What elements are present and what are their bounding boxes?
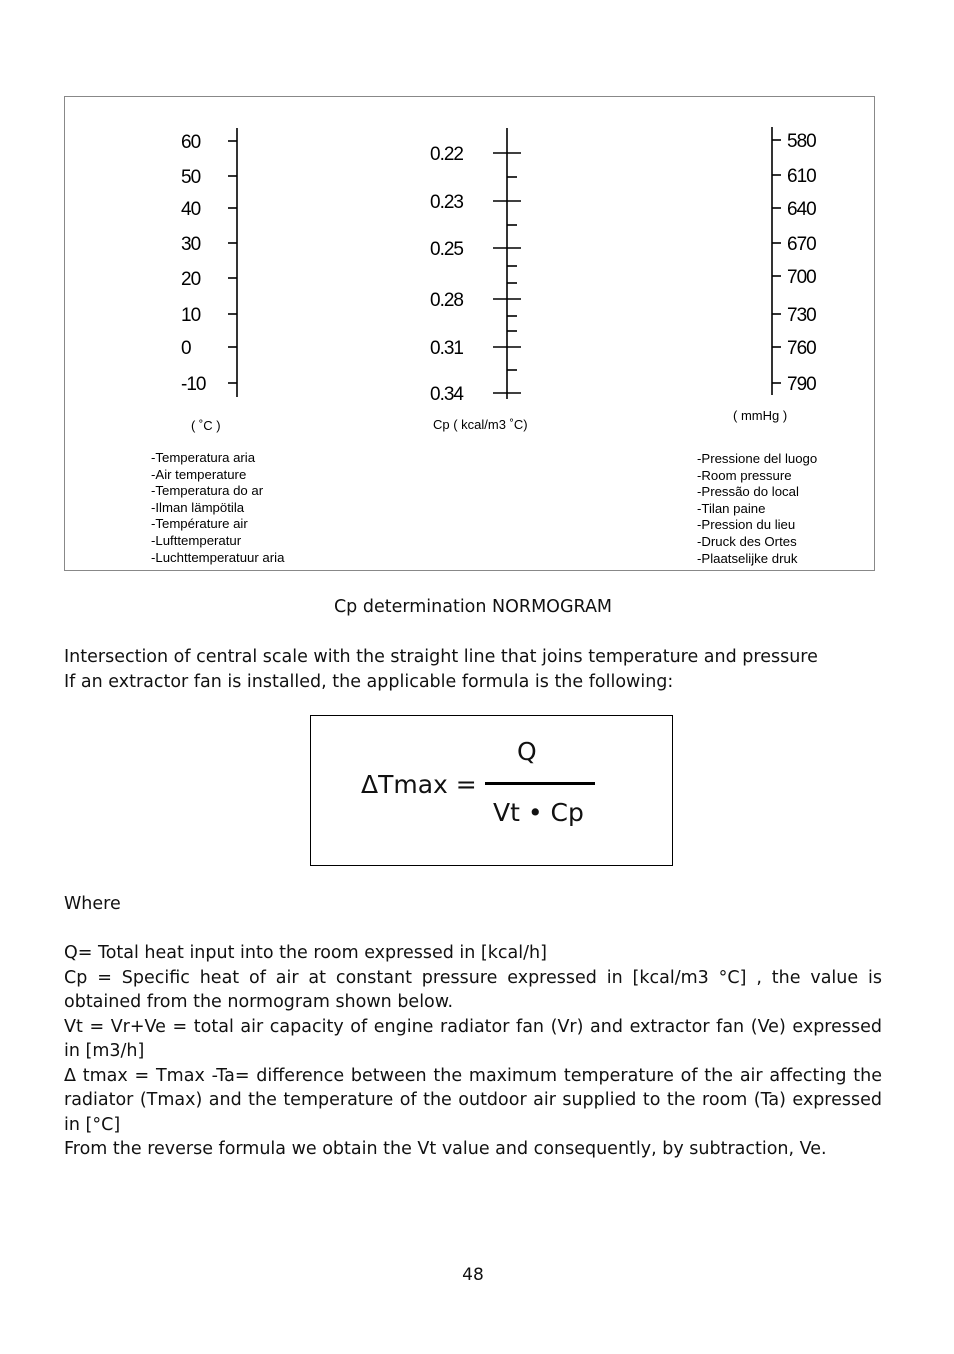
language-label: -Pressione del luogo <box>697 451 818 466</box>
temperature-tick-label: -10 <box>181 374 206 395</box>
temperature-tick-label: 60 <box>181 132 201 153</box>
definition-reverse-formula: From the reverse formula we obtain the Vt value and consequently, by subtraction, Ve. <box>64 1139 827 1159</box>
formula-lhs: ΔTmax = <box>361 770 477 799</box>
temperature-tick-label: 50 <box>181 167 201 188</box>
language-label: -Pressão do local <box>697 484 799 500</box>
language-label: -Room pressure <box>697 467 792 483</box>
language-label: -Lufttemperatur <box>151 532 242 548</box>
cp-tick-label: 0.28 <box>430 290 463 311</box>
intro-line-1: Intersection of central scale with the straight line that joins temperature and pressure <box>64 647 818 667</box>
cp-unit: Cp ( kcal/m3 ˚C) <box>433 417 528 432</box>
language-label: -Temperatura aria <box>151 450 256 465</box>
cp-tick-label: 0.34 <box>430 384 463 405</box>
fraction-bar <box>485 782 595 785</box>
definition-vt: Vt = Vr+Ve = total air capacity of engine radiator fan (Vr) and extractor fan (Ve) expressed in [m3/h] <box>64 1016 882 1061</box>
temperature-tick-label: 0 <box>181 338 191 359</box>
language-label: -Druck des Ortes <box>697 533 797 549</box>
pressure-tick-label: 760 <box>787 338 816 359</box>
definition-delta-tmax: Δ tmax = Tmax -Ta= difference between the maximum temperature of the air affecting the radiator (Tmax) and the temperature of the outdoor air supplied to the room (Ta) expressed in [°C] <box>64 1065 882 1135</box>
intro-paragraph <box>64 645 882 694</box>
language-label: -Temperatura do ar <box>151 483 264 499</box>
language-label: -Air temperature <box>151 466 247 482</box>
pressure-tick-label: 790 <box>787 374 816 395</box>
language-label: -Ilman lämpötila <box>151 499 245 515</box>
cp-tick-label: 0.22 <box>430 144 463 165</box>
pressure-tick-label: 610 <box>787 166 816 187</box>
temperature-tick-label: 20 <box>181 269 201 290</box>
temperature-label-list <box>151 450 284 566</box>
cp-tick-label: 0.25 <box>430 239 463 260</box>
definitions-list <box>64 941 882 1162</box>
figure-caption: Cp determination NORMOGRAM <box>333 597 613 617</box>
pressure-tick-label: 640 <box>787 199 816 220</box>
temperature-tick-label: 30 <box>181 234 201 255</box>
pressure-scale <box>772 127 816 395</box>
language-label: -Température air <box>151 516 248 532</box>
language-label: -Plaatselijke druk <box>697 550 798 566</box>
pressure-tick-label: 700 <box>787 267 816 288</box>
pressure-tick-label: 670 <box>787 234 816 255</box>
intro-line-2: If an extractor fan is installed, the applicable formula is the following: <box>64 671 674 692</box>
language-label: -Tilan paine <box>697 500 766 516</box>
definition-q: Q= Total heat input into the room expressed in [kcal/h] <box>64 943 547 963</box>
language-label: -Luchttemperatuur aria <box>151 549 285 565</box>
cp-scale <box>430 128 521 405</box>
nomogram-figure <box>64 96 875 571</box>
pressure-unit: ( mmHg ) <box>733 408 788 423</box>
cp-tick-label: 0.23 <box>430 192 463 213</box>
pressure-tick-label: 730 <box>787 305 816 326</box>
formula-box <box>310 715 673 866</box>
pressure-tick-label: 580 <box>787 131 816 152</box>
formula-denominator: Vt • Cp <box>493 798 584 827</box>
temperature-tick-label: 10 <box>181 305 201 326</box>
cp-tick-label: 0.31 <box>430 338 463 359</box>
temperature-unit: ( ˚C ) <box>191 418 221 433</box>
where-label: Where <box>64 894 121 914</box>
page-number: 48 <box>462 1265 484 1285</box>
pressure-label-list <box>697 451 817 567</box>
language-label: -Pression du lieu <box>697 517 796 533</box>
definition-cp: Cp = Specific heat of air at constant pressure expressed in [kcal/m3 °C] , the value is obtained from the normogram shown below. <box>64 967 882 1012</box>
temperature-tick-label: 40 <box>181 199 201 220</box>
temperature-scale <box>181 128 237 397</box>
formula-numerator: Q <box>517 737 537 766</box>
